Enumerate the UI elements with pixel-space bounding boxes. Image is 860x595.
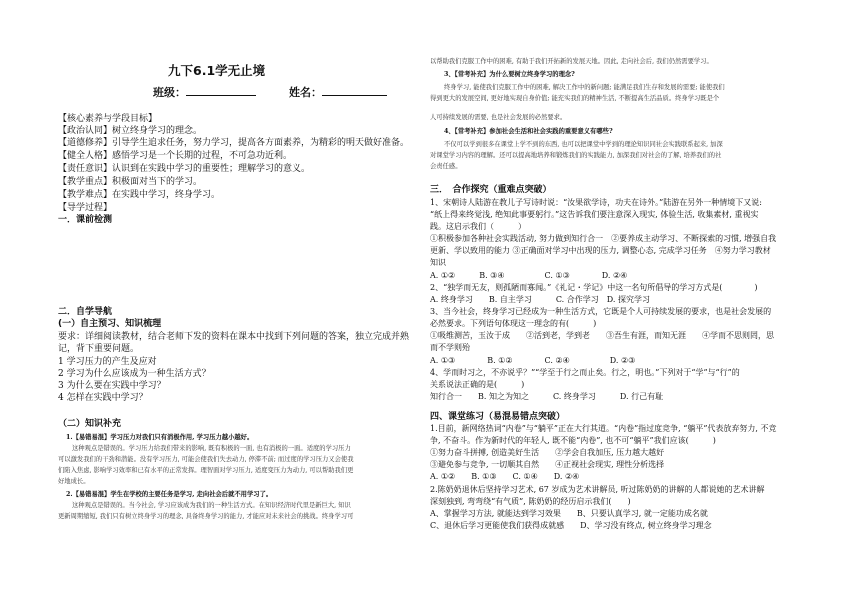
section-heading: 二．自学导航 <box>58 307 113 317</box>
exercise-line: 深刻独到, 弯弯绕“有气质”, 陈奶奶的经历启示我们( ) <box>430 497 631 506</box>
objective-line: 【导学过程】 <box>58 203 113 213</box>
knowledge-line: 们陷入焦虑, 影响学习效率和已有水平的正常发挥。理智面对学习压力, 适度变压力为动力, 可以帮助我们更 <box>58 467 354 474</box>
answer-options: A. ①② B. ①③ C. ①④ D. ②④ <box>430 472 580 481</box>
subsection-heading: (一）自主预习、知识梳理 <box>58 319 162 329</box>
knowledge-title: 2.【易错易混】学生在学校的主要任务是学习, 走向社会后就不用学习了。 <box>66 491 273 498</box>
answer-options: 知行合一 B. 知之为知之 C. 终身学习 D. 行己有耻 <box>430 392 664 401</box>
objective-line: 【道德修养】引导学生追求任务，努力学习，提高各方面素养，为精彩的明天做好准备。 <box>58 138 410 148</box>
exercise-line: 2、“独学而无友，则孤陋而寡闻。”《礼记・学记》中这一名句所倡导的学习方式是( ) <box>430 283 758 292</box>
knowledge-title: 1.【易错易混】学习压力对我们只有消极作用, 学习压力越小越好。 <box>66 434 254 441</box>
question-item: 3 为什么要在实践中学习？ <box>58 381 166 391</box>
class-label: 班级： <box>153 86 186 99</box>
exercise-line: “纸上得来终觉浅, 绝知此事要躬行。”这告诉我们要注意深入现实, 体验生活, 收集素材, 重视实 <box>430 210 759 219</box>
exercise-line: 知识 <box>430 258 446 267</box>
knowledge-line: 可以激发我们的干劲和潜能。没有学习压力, 可能会使我们失去动力, 停滞不前; 而过度的学习压力又会使我 <box>58 456 354 463</box>
exercise-line: 更新、学以致用的能力 ③正确面对学习中出现的压力, 调整心态, 完成学习任务 ④努力学习教材 <box>430 246 771 255</box>
requirement-text: 要求：详细阅读教材，结合老师下发的资料在课本中找到下列问题的答案，独立完成并熟 <box>58 332 410 342</box>
exercise-line: 1、宋朝诗人陆游在教儿子写诗时说：“汝果欲学诗，功夫在诗外。”陆游在另外一种情境下又说: <box>430 198 762 207</box>
objective-line: 【健全人格】感悟学习是一个长期的过程，不可急功近利。 <box>58 151 293 161</box>
exercise-line: 关系说法正确的是( ) <box>430 380 525 389</box>
answer-options: A. ①③ B. ①② C. ②④ D. ②③ <box>430 356 636 365</box>
class-blank[interactable] <box>186 86 256 96</box>
section-heading: 一．课前检测 <box>58 215 113 225</box>
exercise-line: 践。这启示我们（ ） <box>430 222 526 231</box>
exercise-line: 1.目前，新网络热词“内卷”与“躺平”正在大行其道。“内卷”指过度竞争, “躺平”代表放弃努力, 不竞 <box>430 424 777 433</box>
answer-options: A. 终身学习 B. 自主学习 C. 合作学习 D. 探究学习 <box>430 295 650 304</box>
right-column <box>430 0 860 595</box>
exercise-line: ③避免参与竞争, 一切顺其自然 ④正视社会现实, 理性分析选择 <box>430 460 665 469</box>
exercise-line: 2.陈奶奶退休后坚持学习艺术, 67 岁成为艺术讲解员, 听过陈奶奶的讲解的人都说她的艺术讲解 <box>430 485 765 494</box>
exercise-line: ①积极参加各种社会实践活动, 努力做到知行合一 ②要养成主动学习、不断探索的习惯, 增强自我 <box>430 234 777 243</box>
supplement-line: 对课堂学习内容的理解。还可以提高地培养和锻炼我们的实践能力, 加深我们对社会的了解, 培养我们的社 <box>430 152 722 159</box>
exercise-line: ①吸维测苦，玉汝于成 ②活到老，学到老 ③吾生有涯，而知无涯 ④学而不思则罔，思 <box>430 331 774 340</box>
question-item: 1 学习压力的产生及应对 <box>58 357 157 367</box>
subsection-heading: （二）知识补充 <box>58 419 122 429</box>
supplement-line: 得到更大的发展空间, 更好地实现自身价值; 能充实我们的精神生活, 不断提高生活品质。终身学习既是个 <box>430 95 720 102</box>
supplement-title: 3、【常考补充】为什么要树立终身学习的理念? <box>444 71 575 78</box>
name-label: 姓名： <box>289 86 322 99</box>
exercise-line: 4、学而时习之，不亦说乎？”“学至于行之而止矣。行之，明也。”下列对于“学”与“行”的 <box>430 368 740 377</box>
supplement-line: 会责任感。 <box>430 163 462 170</box>
supplement-line: 终身学习, 能使我们克服工作中的困难, 解决工作中的新问题; 能满足我们生存和发展的需要; 能使我们 <box>444 84 725 91</box>
objective-line: 【教学难点】在实践中学习，终身学习。 <box>58 190 221 200</box>
answer-options: A、掌握学习方法, 就能达到学习效果 B、只要认真学习, 就一定能功成名就 <box>430 509 708 518</box>
question-item: 4 怎样在实践中学习？ <box>58 393 148 403</box>
knowledge-line: 好地成长。 <box>58 478 90 485</box>
section-heading: 四、课堂练习（易混易错点突破） <box>430 412 566 422</box>
name-blank[interactable] <box>322 86 387 96</box>
answer-options: C、退休后学习更能使我们获得成就感 D、学习没有终点, 树立终身学习理念 <box>430 521 712 530</box>
answer-options: A. ①② B. ③④ C. ①③ D. ②④ <box>430 271 628 280</box>
knowledge-line: 这种观点是错误的。学习压力给我们带来的影响, 既有积极的一面, 也有消极的一面。适度的学习压力 <box>72 445 351 452</box>
section-heading: 三． 合作探究（重难点突破） <box>430 185 552 195</box>
exercise-line: 3、当今社会，终身学习已经成为一种生活方式，它既是个人可持续发展的要求，也是社会发展的 <box>430 307 772 316</box>
knowledge-line: 这种观点是错误的。当今社会, 学习应该成为我们的一种生活方式。在知识经济时代里是新巨大, 知识 <box>72 502 351 509</box>
objective-line: 【责任意识】认识到在实践中学习的重要性；理解学习的意义。 <box>58 164 311 174</box>
name-field <box>289 84 387 100</box>
supplement-line: 人可持续发展的需要, 也是社会发展的必然要求。 <box>430 114 567 121</box>
exercise-line: 必然要求。下列语句体现这一理念的有( ) <box>430 319 597 328</box>
requirement-text: 记，背下重要问题。 <box>58 344 140 354</box>
objective-line: 【政治认同】树立终身学习的理念。 <box>58 126 203 136</box>
exercise-line: ①努力奋斗拼搏, 创造美好生活 ②学会自我加压, 压力越大越好 <box>430 448 665 457</box>
objective-line: 【核心素养与学段目标】 <box>58 114 158 124</box>
objective-line: 【教学重点】积极面对当下的学习。 <box>58 177 203 187</box>
knowledge-line: 更新周期缩短, 我们只有树立终身学习的理念, 具备终身学习的能力, 才能应对未来社会的挑战。终身学习可 <box>58 513 354 520</box>
page-title: 九下6.1学无止境 <box>168 63 266 78</box>
continued-line: 以帮助我们克服工作中的困难, 有助于我们开拓新的发展天地。因此, 走向社会后, 我们仍然需要学习。 <box>430 58 713 65</box>
supplement-line: 不仅可以学到很多在课堂上学不到的东西, 也可以把课堂中学到的理论知识同社会实践联系起来, 加深 <box>444 141 723 148</box>
supplement-title: 4、【常考补充】参加社会生活和社会实践的重要意义有哪些? <box>444 128 613 135</box>
exercise-line: 而不学则殆 <box>430 343 470 352</box>
question-item: 2 学习为什么应该成为一种生活方式？ <box>58 369 211 379</box>
class-field <box>153 84 256 100</box>
exercise-line: 争, 不奋斗。作为新时代的年轻人, 既不能“内卷”, 也不可“躺平”我们应该( ) <box>430 436 716 445</box>
